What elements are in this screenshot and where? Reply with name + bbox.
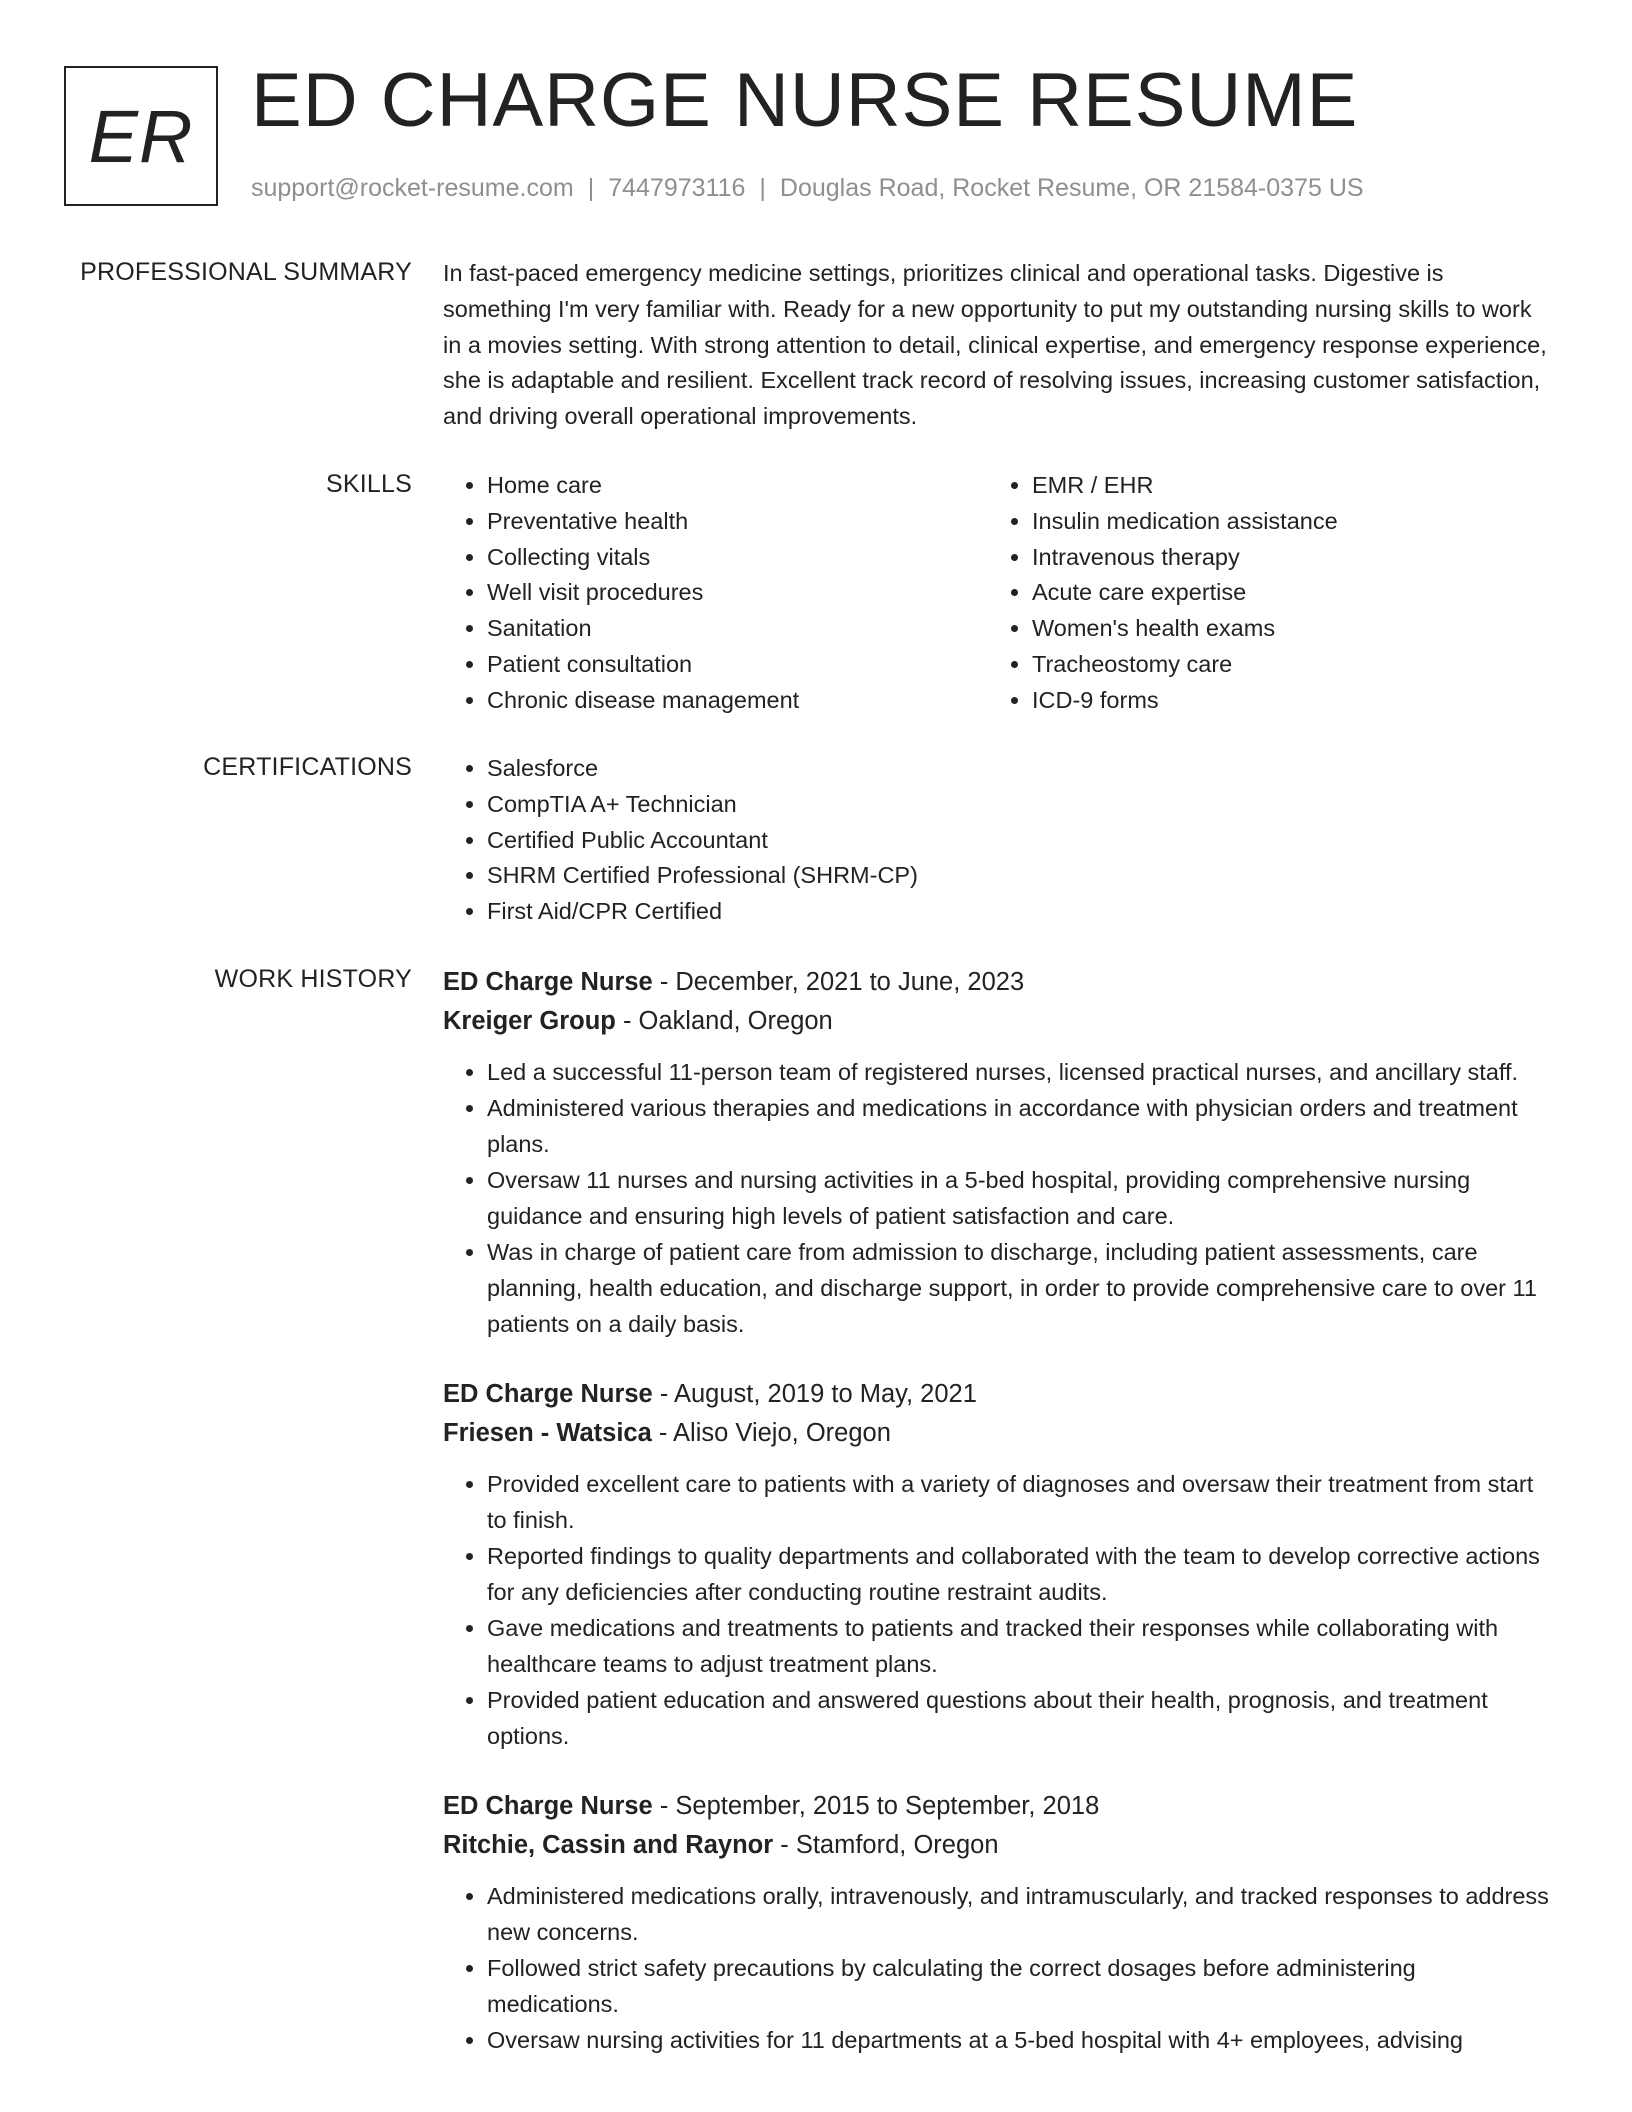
resume-title: ED CHARGE NURSE RESUME bbox=[251, 58, 1359, 143]
job-title-line bbox=[443, 1375, 1551, 1414]
skill-item: • EMR / EHR bbox=[1032, 468, 1533, 504]
job-title-line bbox=[443, 963, 1551, 1002]
phone: 7447973116 bbox=[608, 174, 746, 202]
job-bullet: • Reported findings to quality departments and collaborated with the team to develop corrective actions for any deficiencies after conducting routine restraint audits. bbox=[487, 1539, 1551, 1611]
job-title: ED Charge Nurse bbox=[443, 968, 653, 996]
job-bullet: • Oversaw nursing activities for 11 departments at a 5-bed hospital with 4+ employees, advising bbox=[487, 2023, 1551, 2059]
work-history-heading: WORK HISTORY bbox=[214, 965, 412, 993]
address: Douglas Road, Rocket Resume, OR 21584-0375 US bbox=[779, 174, 1364, 202]
job-title: ED Charge Nurse bbox=[443, 1379, 653, 1408]
job-dates: - December, 2021 to June, 2023 bbox=[652, 968, 1025, 996]
contact-line bbox=[251, 172, 1364, 205]
skill-item: • ICD-9 forms bbox=[1032, 683, 1533, 719]
job-company-line bbox=[443, 1826, 1551, 1865]
job-dates: - September, 2015 to September, 2018 bbox=[652, 1791, 1100, 1820]
email: support@rocket-resume.com bbox=[251, 174, 574, 202]
skill-item: • Tracheostomy care bbox=[1032, 647, 1533, 683]
summary-text: In fast-paced emergency medicine settings, prioritizes clinical and operational tasks. Digestive is something I'm very familiar with. Ready for a new opportunity to put my outstanding nursing skills to work in a movies setting. With strong attention to detail, clinical expertise, and emergency response experience, she is adaptable and resilient. Excellent track record of resolving issues, increasing customer satisfaction, and driving overall operational improvements. bbox=[443, 260, 1547, 430]
contact-separator: | bbox=[759, 174, 766, 202]
summary-body bbox=[443, 256, 1551, 435]
job-bullet: • Oversaw 11 nurses and nursing activities in a 5-bed hospital, providing comprehensive nursing guidance and ensuring high levels of patient satisfaction and care. bbox=[487, 1163, 1551, 1235]
job-company: Friesen - Watsica bbox=[443, 1418, 652, 1447]
monogram-logo bbox=[64, 66, 218, 206]
skills-body bbox=[443, 468, 1551, 719]
job-bullet: • Followed strict safety precautions by calculating the correct dosages before administering medications. bbox=[487, 1951, 1551, 2023]
skill-item: • Intravenous therapy bbox=[1032, 540, 1533, 576]
skills-grid bbox=[443, 468, 1551, 719]
skill-item: • Insulin medication assistance bbox=[1032, 504, 1533, 540]
skill-item: • Patient consultation bbox=[487, 647, 988, 683]
job-bullet: • Was in charge of patient care from admission to discharge, including patient assessments, care planning, health education, and discharge support, in order to provide comprehensive care to over 11 patients on a daily basis. bbox=[487, 1235, 1551, 1342]
skill-item: • Women's health exams bbox=[1032, 611, 1533, 647]
job-bullet: • Provided patient education and answered questions about their health, prognosis, and treatment options. bbox=[487, 1683, 1551, 1755]
job-company-line bbox=[443, 1002, 1551, 1041]
certification-item: • First Aid/CPR Certified bbox=[487, 894, 1551, 930]
job-company: Kreiger Group bbox=[443, 1007, 616, 1035]
skills-heading: SKILLS bbox=[326, 470, 412, 498]
certification-item: • SHRM Certified Professional (SHRM-CP) bbox=[487, 858, 1551, 894]
certification-item: • Certified Public Accountant bbox=[487, 823, 1551, 859]
job-company-line bbox=[443, 1414, 1551, 1453]
skills-list-left bbox=[443, 468, 988, 719]
job-bullet: • Administered medications orally, intravenously, and intramuscularly, and tracked responses to address new concerns. bbox=[487, 1879, 1551, 1951]
job-location: - Oakland, Oregon bbox=[615, 1007, 833, 1035]
job-location: - Stamford, Oregon bbox=[773, 1830, 999, 1859]
skills-column-right bbox=[988, 468, 1533, 719]
certification-item: • CompTIA A+ Technician bbox=[487, 787, 1551, 823]
skill-item: • Home care bbox=[487, 468, 988, 504]
job-bullets bbox=[443, 1055, 1551, 1343]
job-title-line bbox=[443, 1787, 1551, 1826]
skill-item: • Well visit procedures bbox=[487, 575, 988, 611]
certifications-list bbox=[443, 751, 1551, 930]
initials: ER bbox=[88, 94, 194, 178]
job-bullet: • Led a successful 11-person team of registered nurses, licensed practical nurses, and ancillary staff. bbox=[487, 1055, 1551, 1091]
certification-item: • Salesforce bbox=[487, 751, 1551, 787]
job-bullets bbox=[443, 1879, 1551, 2059]
skills-column-left bbox=[443, 468, 988, 719]
certifications-heading: CERTIFICATIONS bbox=[203, 753, 412, 781]
job-location: - Aliso Viejo, Oregon bbox=[651, 1418, 891, 1447]
skill-item: • Preventative health bbox=[487, 504, 988, 540]
skill-item: • Sanitation bbox=[487, 611, 988, 647]
job-company: Ritchie, Cassin and Raynor bbox=[443, 1830, 774, 1859]
skill-item: • Collecting vitals bbox=[487, 540, 988, 576]
work-history-body bbox=[443, 963, 1551, 2091]
job-bullets bbox=[443, 1467, 1551, 1755]
job-entry bbox=[443, 1787, 1551, 2059]
job-bullet: • Administered various therapies and medications in accordance with physician orders and treatment plans. bbox=[487, 1091, 1551, 1163]
summary-heading: PROFESSIONAL SUMMARY bbox=[80, 258, 412, 286]
job-entry bbox=[443, 963, 1551, 1343]
job-bullet: • Provided excellent care to patients with a variety of diagnoses and oversaw their treatment from start to finish. bbox=[487, 1467, 1551, 1539]
job-dates: - August, 2019 to May, 2021 bbox=[652, 1379, 977, 1408]
job-bullet: • Gave medications and treatments to patients and tracked their responses while collaborating with healthcare teams to adjust treatment plans. bbox=[487, 1611, 1551, 1683]
contact-separator: | bbox=[587, 174, 595, 202]
skill-item: • Acute care expertise bbox=[1032, 575, 1533, 611]
job-entry bbox=[443, 1375, 1551, 1755]
certifications-body bbox=[443, 751, 1551, 930]
skills-list-right bbox=[988, 468, 1533, 719]
job-title: ED Charge Nurse bbox=[443, 1791, 653, 1820]
skill-item: • Chronic disease management bbox=[487, 683, 988, 719]
